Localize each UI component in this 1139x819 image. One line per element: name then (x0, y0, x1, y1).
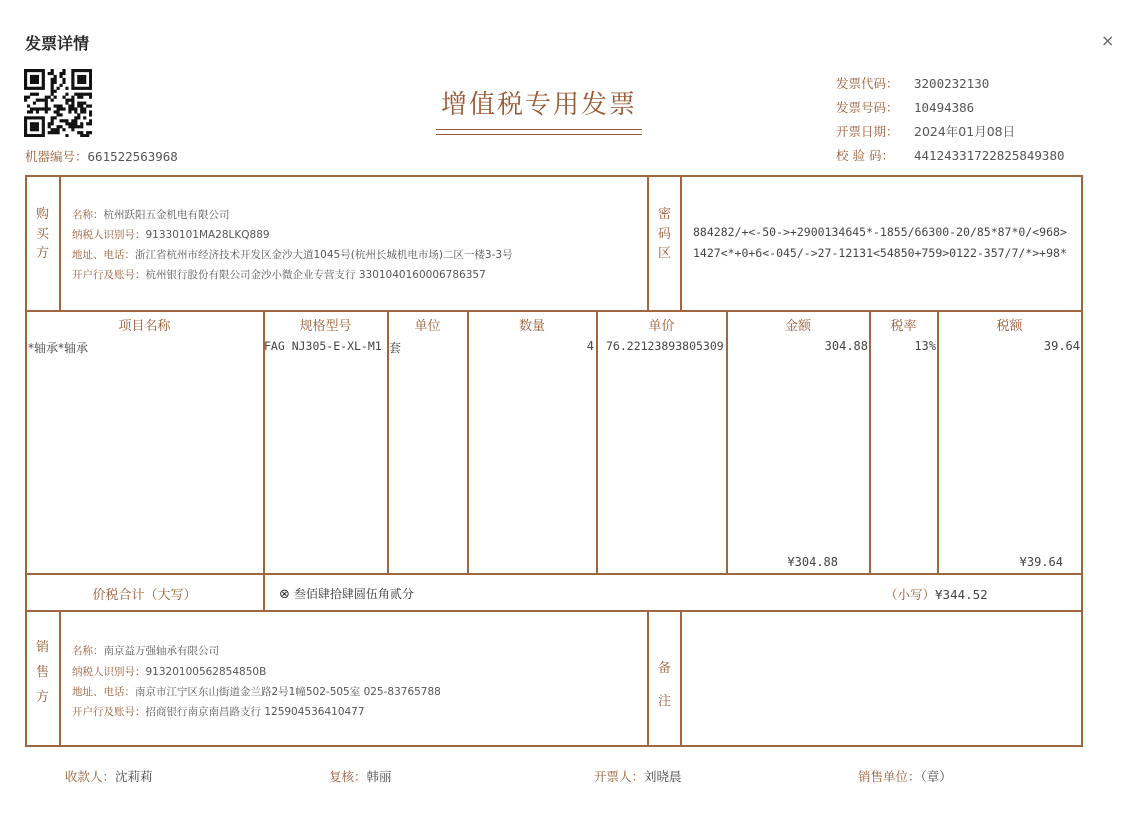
payee-label: 收款人： (65, 769, 116, 784)
reviewer (329, 767, 392, 785)
dialog-title: 发票详情 (25, 34, 90, 53)
invoice-code-value: 3200232130 (914, 76, 990, 91)
payee (65, 767, 153, 785)
item-spec: FAG NJ305-E-XL-M1 (264, 339, 382, 353)
seller-name-label: 名称： (72, 645, 104, 657)
buyer-bank (72, 267, 486, 282)
check-code-label: 校 验 码： (836, 148, 894, 163)
cipher-line-2: 1427<*+0+6<-045/->27-12131<54850+759>0122-357/7/*>+98* (693, 246, 1067, 260)
reviewer-label: 复核： (329, 769, 367, 784)
buyer-tax-id (72, 227, 270, 242)
close-button[interactable]: × (1101, 31, 1115, 50)
seller-name (72, 643, 219, 658)
total-small-value: ¥344.52 (935, 587, 988, 602)
cipher-line-1: 884282/+<-50->+2900134645*-1855/66300-20/85*87*0/<968> (693, 225, 1067, 239)
buyer-section-label (26, 205, 59, 264)
issue-date-label: 开票日期： (836, 124, 899, 139)
check-code (836, 146, 1065, 164)
seller-tax-id-label: 纳税人识别号： (72, 666, 146, 678)
item-amount: 304.88 (824, 339, 868, 353)
buyer-tax-id-value: 91330101MA28LKQ889 (145, 229, 270, 241)
issue-date-value: 2024年01月08日 (914, 124, 1016, 139)
title-underline (436, 129, 642, 130)
col-header-price: 单价 (648, 319, 675, 334)
col-header-amount: 金额 (784, 319, 811, 334)
buyer-address (72, 247, 513, 262)
invoice-code (836, 74, 989, 92)
total-words-value: 叁佰肆拾肆圆伍角贰分 (293, 587, 414, 601)
cipher-section-label (648, 205, 681, 264)
buyer-name-value: 杭州跃阳五金机电有限公司 (103, 209, 230, 221)
issue-date (836, 122, 1015, 140)
total-label: 价税合计（大写） (92, 588, 197, 603)
buyer-section-text: 购 买 方 (35, 207, 49, 261)
item-price: 76.22123893805309 (606, 339, 724, 353)
invoice-number-label: 发票号码： (836, 100, 899, 115)
seller-tax-id (72, 664, 266, 679)
total-amount: ¥304.88 (787, 555, 838, 569)
seller-tax-id-value: 91320100562854850B (145, 666, 267, 678)
col-header-tax: 税额 (996, 319, 1023, 334)
invoice-number (836, 98, 974, 116)
qr-code-icon (24, 69, 92, 137)
seller-bank-label: 开户行及账号： (72, 706, 146, 718)
seller-bank (72, 704, 365, 719)
invoice-title: 增值税专用发票 (440, 90, 637, 120)
seller-bank-value: 招商银行南京南昌路支行 125904536410477 (145, 706, 365, 718)
seller-stamp-value: （章） (920, 769, 952, 784)
item-name: *轴承*轴承 (28, 341, 89, 355)
col-header-name: 项目名称 (118, 319, 171, 334)
seller-address-value: 南京市江宁区东山街道金兰路2号1幢502-505室 025-83765788 (135, 686, 441, 698)
check-code-value: 44124331722825849380 (914, 148, 1065, 163)
seller-address-label: 地址、电话： (72, 686, 135, 698)
total-words (279, 585, 414, 602)
drawer (594, 767, 682, 785)
buyer-name-label: 名称： (72, 209, 104, 221)
reviewer-value: 韩丽 (366, 769, 392, 784)
item-unit: 套 (389, 341, 402, 355)
buyer-address-label: 地址、电话： (72, 249, 135, 261)
cipher-section-text: 密 码 区 (657, 207, 671, 261)
circle-x-icon: ⊗ (279, 587, 290, 602)
col-header-qty: 数量 (518, 319, 545, 334)
total-tax: ¥39.64 (1019, 555, 1063, 569)
buyer-address-value: 浙江省杭州市经济技术开发区金沙大道1045号(杭州长城机电市场)二区一楼3-3号 (135, 249, 513, 261)
seller-address (72, 684, 441, 699)
col-header-rate: 税率 (890, 319, 917, 334)
item-rate: 13% (914, 339, 936, 353)
total-small (885, 585, 988, 603)
buyer-name (72, 207, 230, 222)
item-tax: 39.64 (1043, 339, 1080, 353)
seller-section-text: 销 售 方 (35, 640, 49, 705)
remarks-section-label (648, 652, 681, 718)
invoice-number-value: 10494386 (914, 100, 975, 115)
title-underline (436, 134, 642, 135)
drawer-value: 刘晓晨 (644, 769, 682, 784)
machine-number-label: 机器编号： (25, 149, 88, 164)
item-qty: 4 (586, 339, 594, 353)
machine-number (25, 147, 178, 165)
remarks-section-text: 备 注 (657, 661, 671, 709)
seller-stamp-label: 销售单位： (858, 769, 921, 784)
seller-stamp (858, 767, 952, 785)
buyer-bank-label: 开户行及账号： (72, 269, 146, 281)
seller-name-value: 南京益万强轴承有限公司 (103, 645, 219, 657)
machine-number-value: 661522563968 (87, 149, 178, 164)
buyer-bank-value: 杭州银行股份有限公司金沙小微企业专营支行 3301040160006786357 (145, 269, 486, 281)
invoice-code-label: 发票代码： (836, 76, 899, 91)
total-small-label: （小写） (885, 587, 936, 602)
payee-value: 沈莉莉 (115, 769, 153, 784)
drawer-label: 开票人： (594, 769, 645, 784)
buyer-tax-id-label: 纳税人识别号： (72, 229, 146, 241)
col-header-spec: 规格型号 (299, 319, 352, 334)
col-header-unit: 单位 (414, 319, 441, 334)
seller-section-label (26, 635, 59, 710)
